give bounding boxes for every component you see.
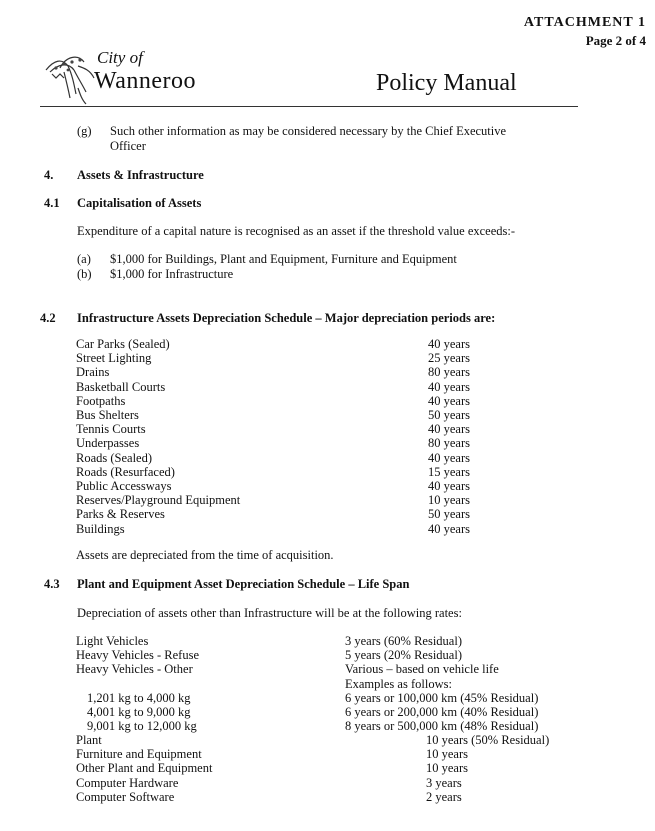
plant-asset-name: Plant [76,733,102,747]
infrastructure-asset-list [76,337,240,536]
section-41-title: Capitalisation of Assets [77,196,202,210]
depreciation-period: 10 years [428,493,470,508]
plant-asset-list-b [76,733,212,804]
asset-name: Bus Shelters [76,408,139,423]
depreciation-period: 40 years [428,450,470,465]
plant-asset-name: Heavy Vehicles - Other [76,662,193,677]
plant-asset-list-a [76,634,199,733]
plant-rate: 10 years [426,761,468,776]
asset-name: Reserves/Playground Equipment [76,493,241,508]
logo-city-name: Wanneroo [94,68,197,94]
depreciation-period: 40 years [428,337,470,351]
attachment-header [524,14,646,50]
plant-rate: 6 years or 200,000 km (40% Residual) [345,705,539,720]
asset-name: Roads (Resurfaced) [76,464,175,479]
section-43-intro: Depreciation of assets other than Infrastructure will be at the following rates: [77,606,462,620]
logo-city-of: City of [97,48,143,67]
asset-name: Footpaths [76,393,126,408]
plant-rate: 10 years (50% Residual) [426,733,550,747]
depreciation-period: 40 years [428,479,470,494]
depreciation-period: 25 years [428,351,470,366]
asset-name: Tennis Courts [76,422,146,437]
section-43-title: Plant and Equipment Asset Depreciation Schedule – Life Span [77,577,410,591]
plant-asset-name: Light Vehicles [76,634,149,648]
plant-asset-name: Furniture and Equipment [76,747,202,762]
plant-rate: 3 years [426,775,462,790]
section-4-number: 4. [44,168,54,182]
depreciation-period: 80 years [428,365,470,380]
plant-asset-name: Computer Software [76,789,175,804]
section-41-intro: Expenditure of a capital nature is recognised as an asset if the threshold value exceeds:- [77,224,516,238]
depreciation-period: 40 years [428,393,470,408]
plant-rate: 10 years [426,747,468,762]
plant-rate: 8 years or 500,000 km (48% Residual) [345,719,539,734]
attachment-label: ATTACHMENT 1 [523,15,646,30]
plant-asset-name: Computer Hardware [76,775,179,790]
asset-name: Roads (Sealed) [76,450,153,465]
asset-name: Parks & Reserves [76,507,165,522]
asset-name: Basketball Courts [76,379,166,394]
asset-name: Public Accessways [76,479,172,494]
plant-rate: 5 years (20% Residual) [345,648,462,663]
section-42-title: Infrastructure Assets Depreciation Schedule – Major depreciation periods are: [77,311,496,325]
depreciation-period: 80 years [428,436,470,451]
page-indicator: Page 2 of 4 [585,33,646,48]
plant-rate: 6 years or 100,000 km (45% Residual) [345,690,539,705]
vehicle-weight-band: 9,001 kg to 12,000 kg [87,719,197,734]
plant-rate: 3 years (60% Residual) [345,634,462,648]
vehicle-weight-band: 1,201 kg to 4,000 kg [87,690,191,705]
section-43-number: 4.3 [44,577,60,591]
section-41-item-b-marker: (b) [77,267,92,281]
item-g-text-line2: Officer [110,139,146,153]
plant-rate: Examples as follows: [345,676,452,691]
depreciation-period: 40 years [428,379,470,394]
vehicle-weight-band: 4,001 kg to 9,000 kg [87,705,191,720]
section-41-item-a-marker: (a) [77,252,91,266]
item-g-marker: (g) [77,124,92,138]
asset-name: Buildings [76,521,125,536]
asset-name: Drains [76,365,110,380]
section-41-number: 4.1 [44,196,60,210]
depreciation-period: 40 years [428,521,470,536]
depreciation-period: 15 years [428,464,470,479]
plant-rate: 2 years [426,789,462,804]
asset-name: Underpasses [76,436,140,451]
asset-name: Street Lighting [76,351,152,366]
section-4-title: Assets & Infrastructure [77,168,204,182]
depreciation-period: 50 years [428,408,470,423]
plant-rate-list-b [426,733,549,804]
section-42-number: 4.2 [40,311,56,325]
plant-rate: Various – based on vehicle life [345,662,499,677]
asset-name: Car Parks (Sealed) [76,337,170,351]
depreciation-period: 50 years [428,507,470,522]
depreciation-period: 40 years [428,422,470,437]
page-title: Policy Manual [376,70,517,96]
plant-asset-name [76,677,199,691]
plant-asset-name: Heavy Vehicles - Refuse [76,648,199,663]
header-divider [40,106,578,107]
section-41-item-b-text: $1,000 for Infrastructure [110,267,234,281]
infrastructure-period-list [428,337,470,536]
plant-asset-name: Other Plant and Equipment [76,761,213,776]
section-41-item-a-text: $1,000 for Buildings, Plant and Equipment, Furniture and Equipment [110,252,457,266]
plant-rate-list-a [345,634,538,733]
item-g-text-line1: Such other information as may be considered necessary by the Chief Executive [110,124,507,138]
section-42-note: Assets are depreciated from the time of acquisition. [76,548,334,562]
